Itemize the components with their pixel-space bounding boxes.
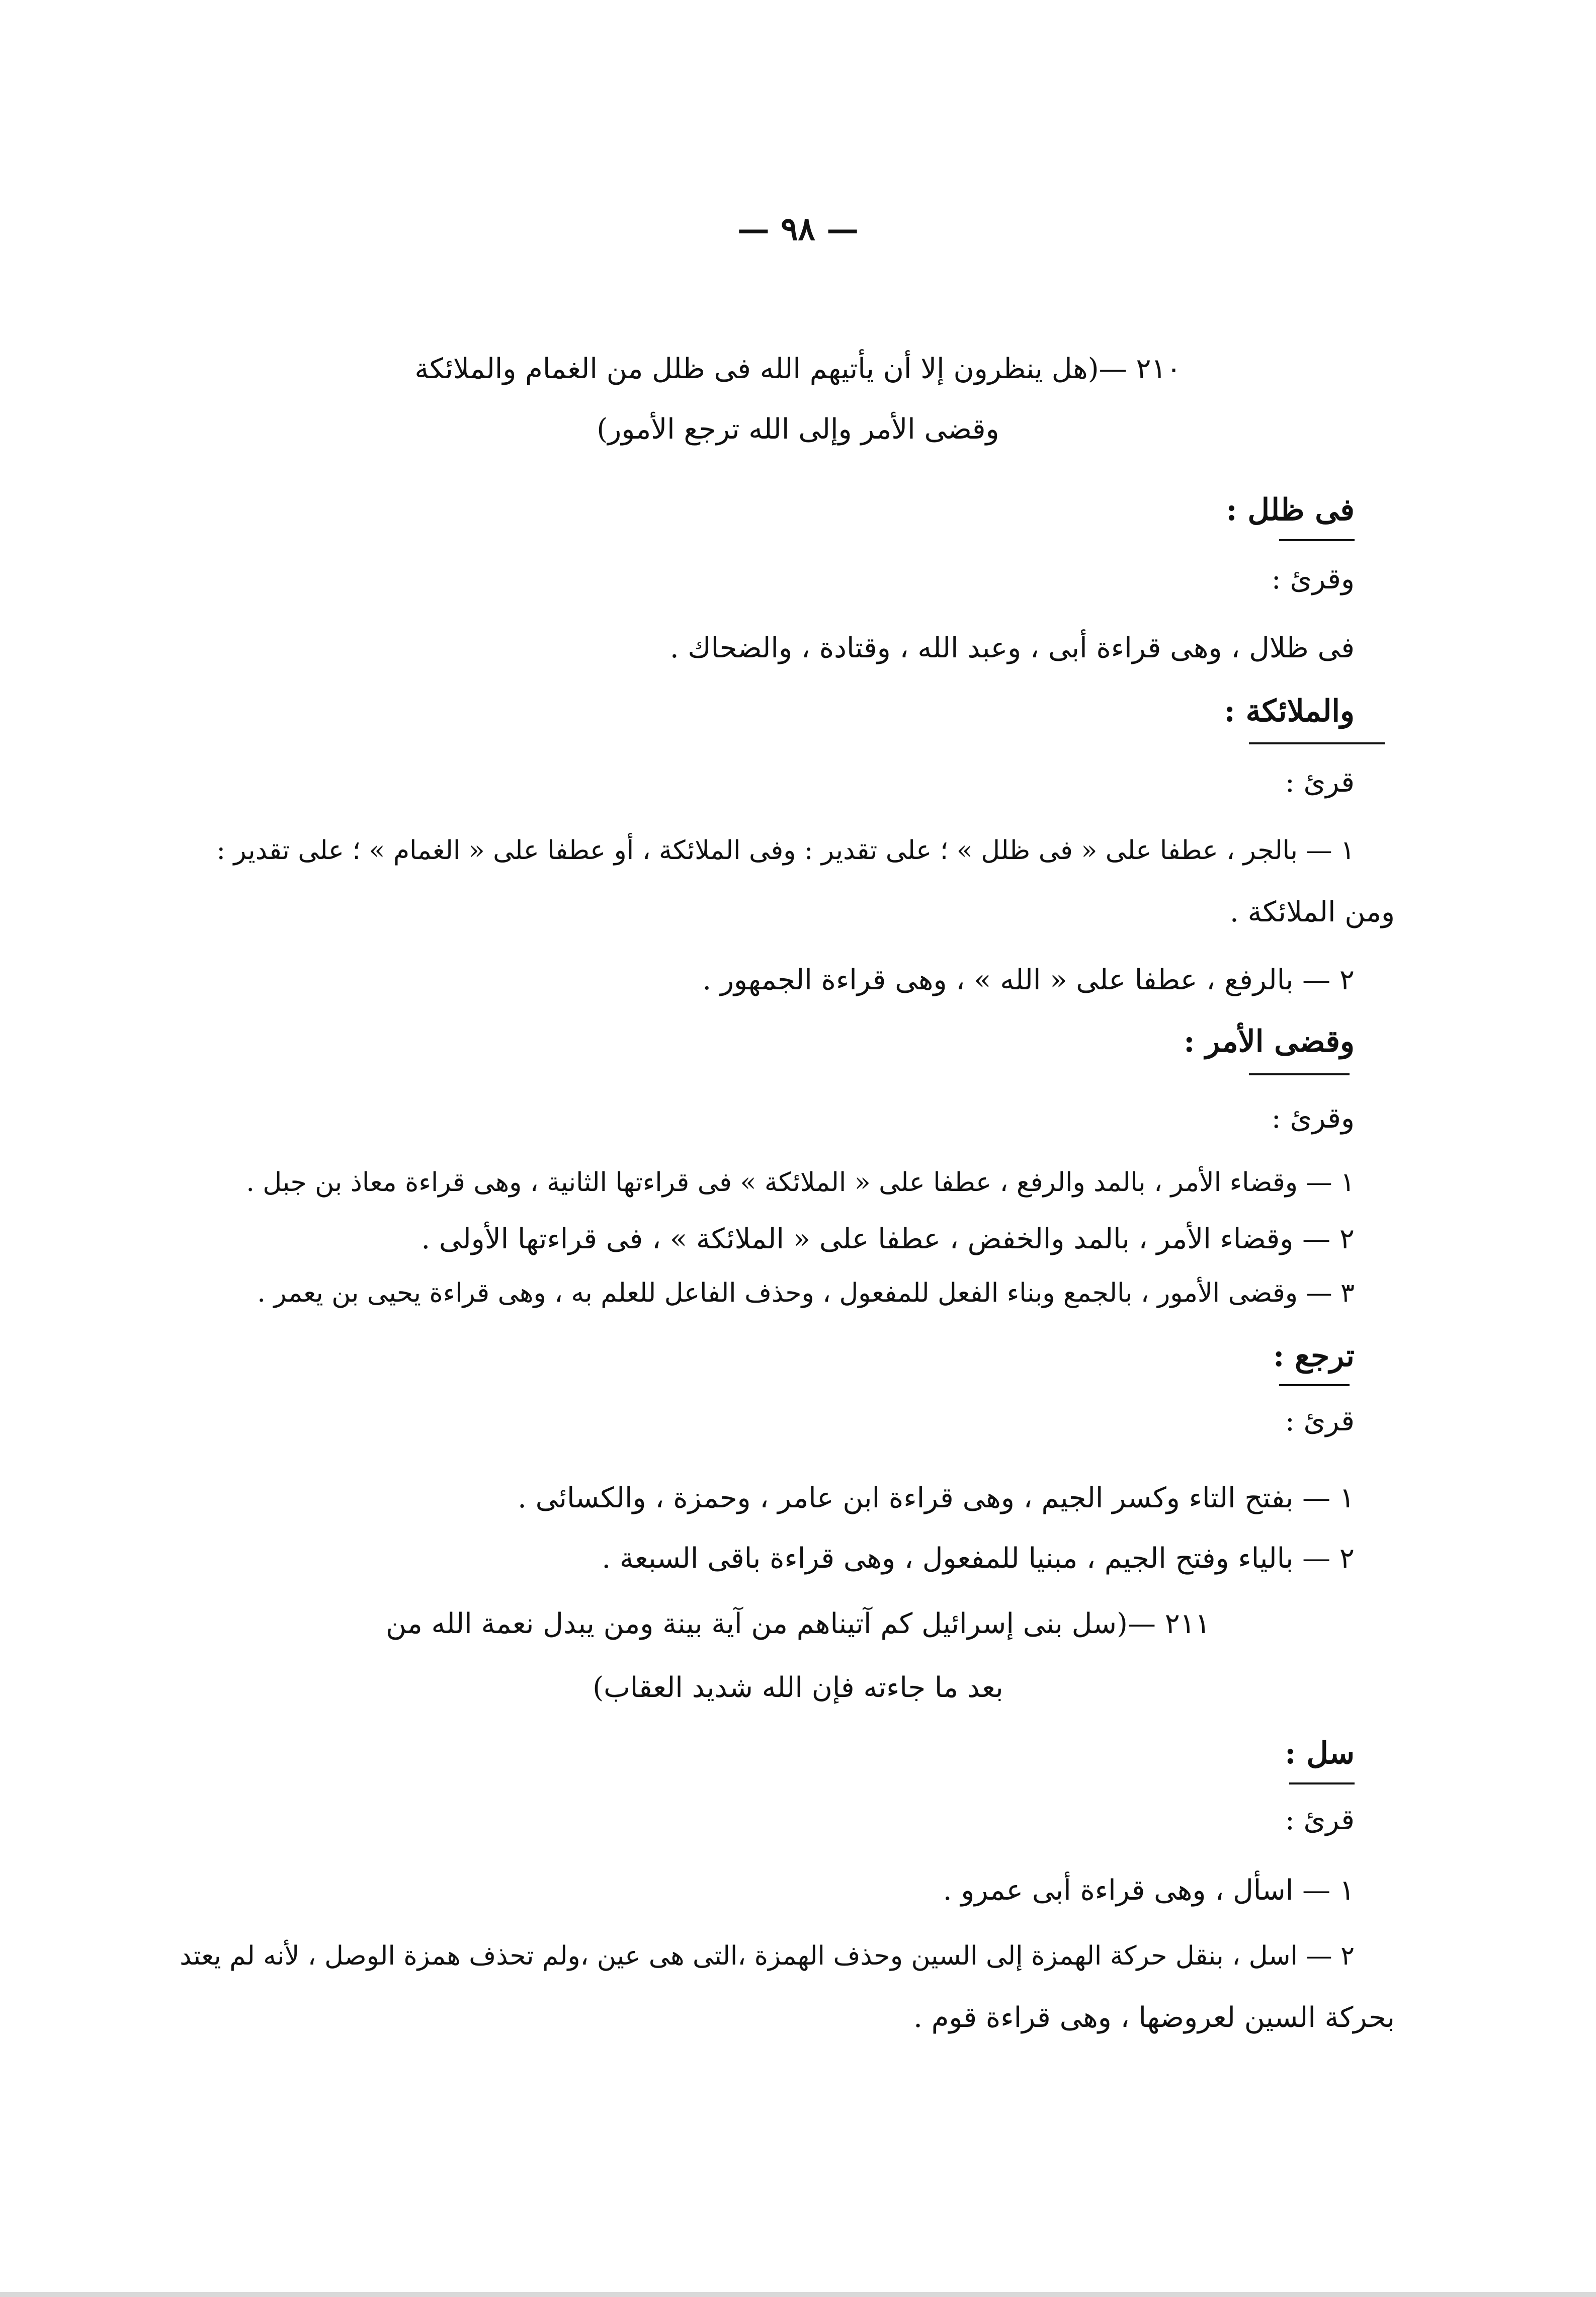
reading-item: ١ — اسأل ، وهى قراءة أبى عمرو .	[943, 1874, 1355, 1907]
heading-underline	[1249, 1073, 1350, 1075]
reading-item: ١ — بفتح التاء وكسر الجيم ، وهى قراءة ابن عامر ، وحمزة ، والكسائى .	[518, 1482, 1355, 1514]
qurie-label: وقرئ :	[1271, 1102, 1355, 1135]
page-number: — ٩٨ —	[737, 210, 859, 248]
qurie-label: قرئ :	[1285, 766, 1355, 799]
reading-item-continuation: بحركة السين لعروضها ، وهى قراءة قوم .	[913, 2001, 1395, 2034]
qurie-label: قرئ :	[1285, 1405, 1355, 1437]
reading-item-continuation: ومن الملائكة .	[1229, 896, 1395, 928]
page-bottom-edge	[0, 2292, 1596, 2297]
verse-210-line-2: وقضى الأمر وإلى الله ترجع الأمور)	[597, 413, 999, 446]
verse-211-line-2: بعد ما جاءته فإن الله شديد العقاب)	[593, 1671, 1003, 1704]
section-heading-fi-zulal: فى ظلل :	[1226, 492, 1355, 528]
heading-underline	[1279, 1384, 1350, 1386]
verse-210-line-1: ٢١٠ —(هل ينظرون إلا أن يأتيهم الله فى ظلل من الغمام والملائكة	[414, 353, 1182, 385]
section-heading-malaika: والملائكة :	[1224, 694, 1355, 729]
qurie-label: قرئ :	[1285, 1804, 1355, 1836]
reading-item: ١ — بالجر ، عطفا على « فى ظلل » ؛ على تقدير : وفى الملائكة ، أو عطفا على « الغمام » ؛ على تقدير :	[216, 835, 1355, 866]
section-heading-qudia-alamr: وقضى الأمر :	[1184, 1024, 1355, 1059]
qurie-label: وقرئ :	[1271, 563, 1355, 595]
reading-item: ٣ — وقضى الأمور ، بالجمع وبناء الفعل للمفعول ، وحذف الفاعل للعلم به ، وهى قراءة يحيى بن يعمر .	[257, 1278, 1355, 1308]
section-heading-sal: سل :	[1285, 1736, 1355, 1771]
heading-underline	[1279, 539, 1355, 541]
reading-item: ١ — وقضاء الأمر ، بالمد والرفع ، عطفا على « الملائكة » فى قراءتها الثانية ، وهى قراءة معاذ بن جبل .	[246, 1167, 1355, 1198]
reading-item: فى ظلال ، وهى قراءة أبى ، وعبد الله ، وقتادة ، والضحاك .	[669, 632, 1355, 664]
heading-underline	[1289, 1782, 1355, 1784]
reading-item: ٢ — بالياء وفتح الجيم ، مبنيا للمفعول ، وهى قراءة باقى السبعة .	[602, 1542, 1355, 1575]
verse-211-line-1: ٢١١ —(سل بنى إسرائيل كم آتيناهم من آية بينة ومن يبدل نعمة الله من	[386, 1607, 1210, 1640]
reading-item: ٢ — بالرفع ، عطفا على « الله » ، وهى قراءة الجمهور .	[702, 964, 1355, 996]
reading-item: ٢ — اسل ، بنقل حركة الهمزة إلى السين وحذف الهمزة ،التى هى عين ،ولم تحذف همزة الوصل ، لأنه لم يعتد	[180, 1941, 1355, 1971]
heading-underline	[1249, 742, 1385, 744]
section-heading-turjaa: ترجع :	[1273, 1338, 1355, 1374]
reading-item: ٢ — وقضاء الأمر ، بالمد والخفض ، عطفا على « الملائكة » ، فى قراءتها الأولى .	[421, 1223, 1355, 1255]
